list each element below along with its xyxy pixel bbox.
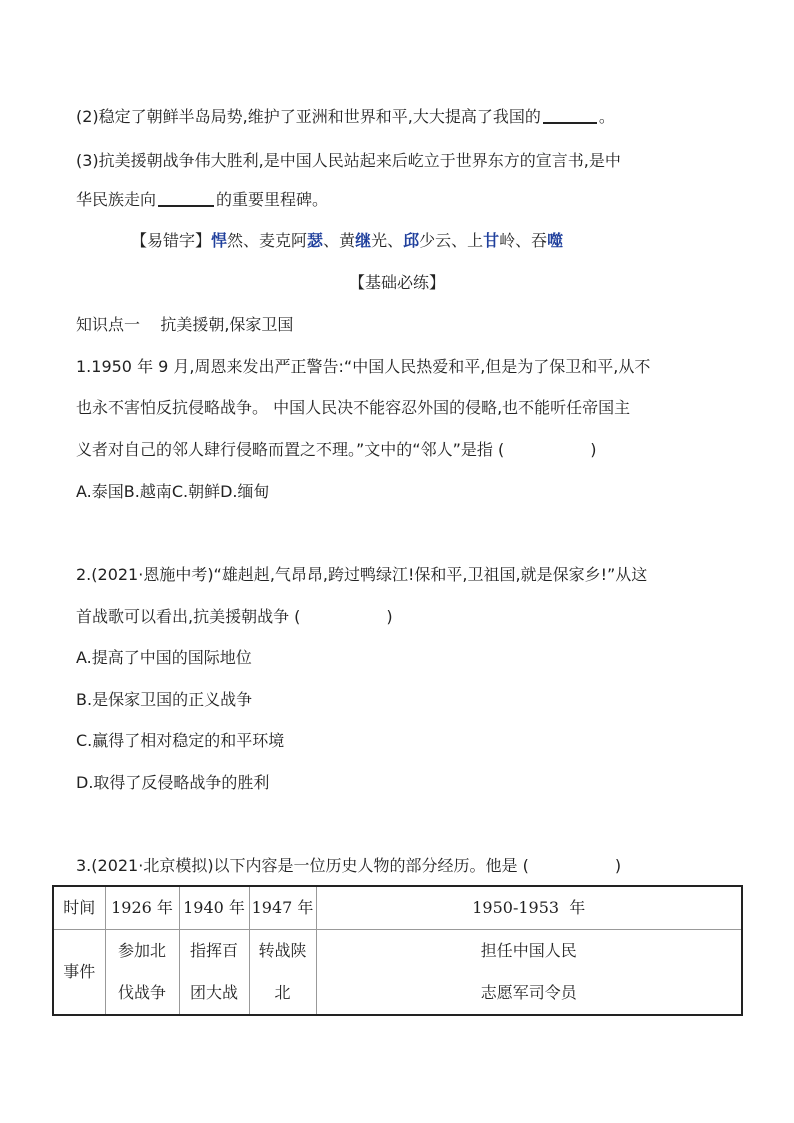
q1-options: A.泰国B.越南C.朝鲜D.缅甸 — [76, 482, 270, 501]
q2-line-2: 首战歌可以看出,抗美援朝战争 ( ) — [76, 607, 393, 626]
row-label-time: 时间 — [53, 886, 105, 930]
typo-char: 甘 — [483, 231, 500, 250]
typo-char: 继 — [355, 231, 372, 250]
typo-label: 【易错字】 — [131, 231, 212, 250]
event-cell: 指挥百 团大战 — [179, 930, 249, 1016]
summary-line-3a: (3)抗美援朝战争伟大胜利,是中国人民站起来后屹立于世界东方的宣言书,是中 — [76, 151, 621, 170]
q2-option-c: C.赢得了相对稳定的和平环境 — [76, 731, 285, 750]
biography-table — [52, 885, 743, 1016]
typo-box: 【易错字】悍然、麦克阿瑟、黄继光、邱少云、上甘岭、吞噬 — [131, 231, 564, 250]
fill-blank-2[interactable] — [158, 189, 214, 207]
event-cell: 担任中国人民 志愿军司令员 — [316, 930, 742, 1016]
q1-line-1: 1.1950 年 9 月,周恩来发出严正警告:“中国人民热爱和平,但是为了保卫和平,从不 — [76, 357, 651, 376]
q1-line-2: 也永不害怕反抗侵略战争。 中国人民决不能容忍外国的侵略,也不能听任帝国主 — [76, 398, 631, 417]
year-cell: 1926 年 — [105, 886, 179, 930]
year-cell: 1940 年 — [179, 886, 249, 930]
table-row — [53, 930, 742, 1016]
section-title: 【基础必练】 — [348, 273, 445, 292]
q2-option-d: D.取得了反侵略战争的胜利 — [76, 773, 270, 792]
event-cell: 转战陕 北 — [249, 930, 316, 1016]
year-cell: 1947 年 — [249, 886, 316, 930]
fill-blank-1[interactable] — [543, 106, 597, 124]
typo-char: 瑟 — [307, 231, 324, 250]
table-row — [53, 886, 742, 930]
typo-char: 悍 — [211, 231, 228, 250]
typo-char: 噬 — [547, 231, 564, 250]
q2-option-b: B.是保家卫国的正义战争 — [76, 690, 253, 709]
summary-line-2: (2)稳定了朝鲜半岛局势,维护了亚洲和世界和平,大大提高了我国的 。 — [76, 107, 615, 126]
q1-line-3: 义者对自己的邻人肆行侵略而置之不理。”文中的“邻人”是指 ( ) — [76, 440, 597, 459]
year-cell: 1950-1953 年 — [316, 886, 742, 930]
event-cell: 参加北 伐战争 — [105, 930, 179, 1016]
q2-option-a: A.提高了中国的国际地位 — [76, 648, 252, 667]
knowledge-point-heading: 知识点一 抗美援朝,保家卫国 — [76, 315, 294, 334]
q3-stem: 3.(2021·北京模拟)以下内容是一位历史人物的部分经历。他是 ( ) — [76, 856, 622, 875]
row-label-event: 事件 — [53, 930, 105, 1016]
q2-line-1: 2.(2021·恩施中考)“雄赳赳,气昂昂,跨过鸭绿江!保和平,卫祖国,就是保家乡!”从这 — [76, 565, 648, 584]
summary-line-3b: 华民族走向 的重要里程碑。 — [76, 190, 329, 209]
typo-char: 邱 — [403, 231, 420, 250]
